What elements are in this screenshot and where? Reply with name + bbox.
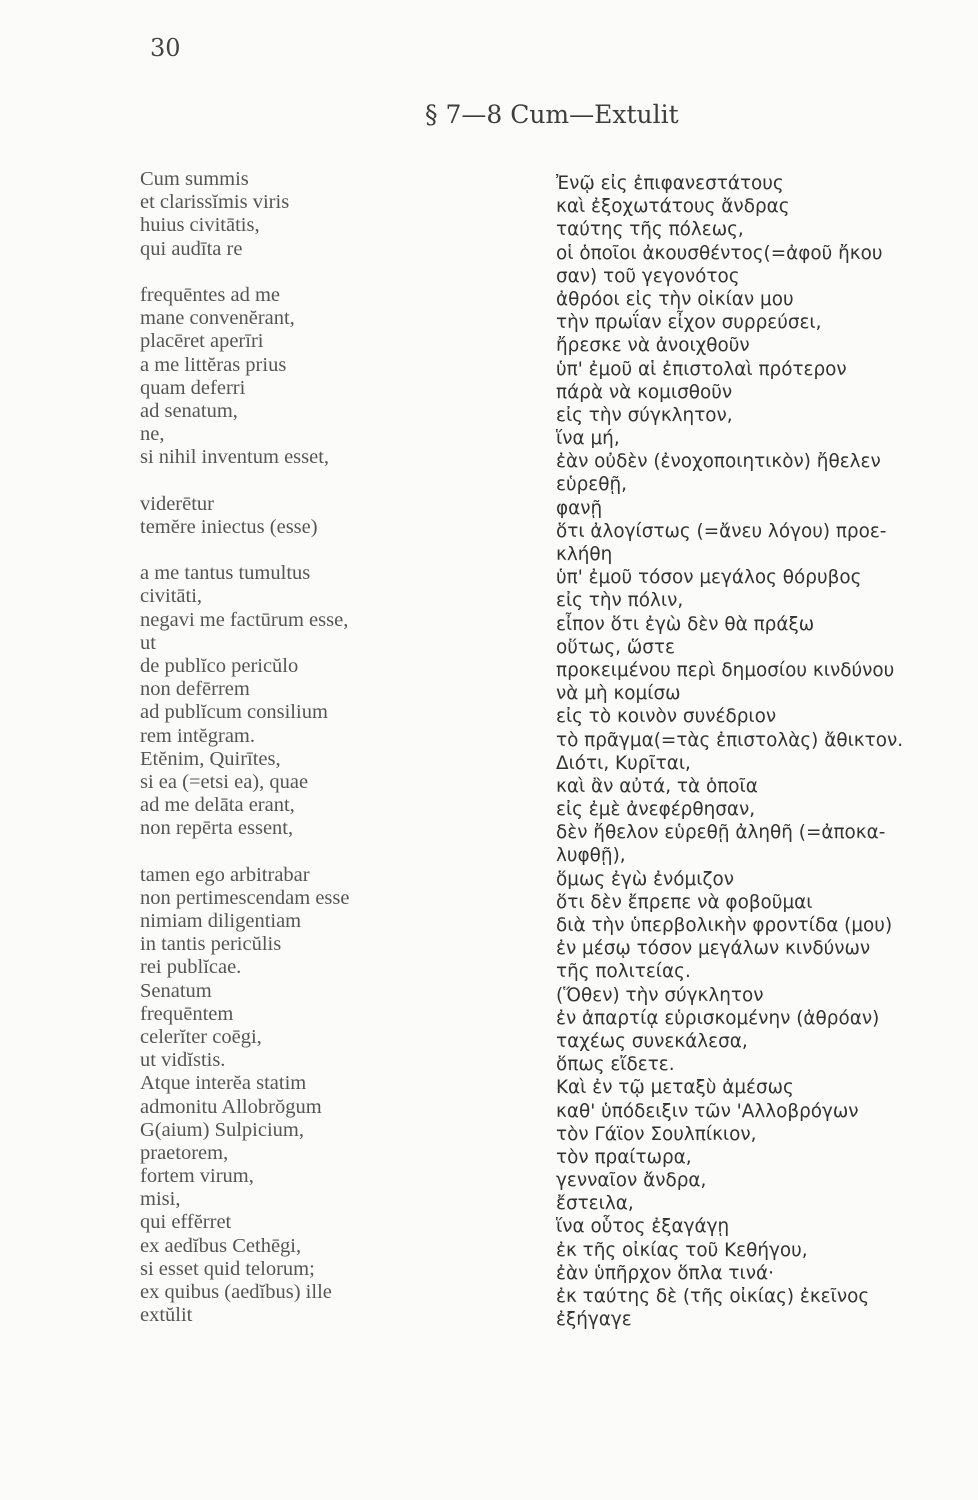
page-number: 30 [150, 34, 181, 62]
greek-line: ἐν μέσῳ τόσον μεγάλων κινδύνων [556, 938, 871, 960]
greek-line: οἱ ὁποῖοι ἀκουσθέντος(=ἀφοῦ ἤκου [556, 242, 883, 264]
latin-line: si esset quid telorum; [140, 1257, 315, 1280]
greek-line: εἰς τὴν σύγκλητον, [556, 404, 733, 426]
stanza-gap [140, 469, 450, 492]
greek-line: ταχέως συνεκάλεσα, [556, 1030, 748, 1052]
greek-line: εἰς τὸ κοινὸν συνέδριον [556, 706, 777, 728]
stanza-gap [140, 840, 450, 863]
latin-line: ad me delāta erant, [140, 794, 295, 817]
latin-line: non pertimescendam esse [140, 886, 350, 909]
latin-line: Senatum [140, 979, 212, 1002]
latin-line: misi, [140, 1188, 181, 1211]
greek-line: κλήθη [556, 544, 613, 565]
latin-line: in tantis pericŭlis [140, 933, 282, 956]
latin-line: huius civitātis, [140, 214, 260, 237]
latin-line: de publĭco pericŭlo [140, 654, 299, 677]
latin-line: extŭlit [140, 1304, 193, 1327]
greek-line: τὸν πραίτωρα, [556, 1146, 692, 1168]
greek-line: εἰς ἐμὲ ἀνεφέρθησαν, [556, 799, 756, 821]
greek-line: φανῇ [556, 497, 603, 519]
latin-line: a me tantus tumultus [140, 562, 311, 585]
greek-line: τὸν Γάϊον Σουλπίκιον, [556, 1123, 757, 1145]
greek-line: ἐὰν οὐδὲν (ἐνοχοποιητικὸν) ἤθελεν [556, 451, 881, 473]
latin-line: mane convenĕrant, [140, 307, 295, 330]
greek-line: ἐκ τῆς οἰκίας τοῦ Κεθήγου, [556, 1239, 808, 1261]
latin-line: ut [140, 631, 156, 654]
latin-line: ne, [140, 423, 165, 446]
greek-line: οὕτως, ὥστε [556, 636, 675, 658]
latin-line: negavi me factūrum esse, [140, 608, 349, 631]
latin-line: non repērta essent, [140, 817, 294, 840]
latin-line: temĕre iniectus (esse) [140, 515, 318, 538]
greek-line: καθ' ὑπόδειξιν τῶν 'Αλλοβρόγων [556, 1100, 859, 1122]
latin-line: qui audīta re [140, 237, 243, 260]
latin-line: ut vidĭstis. [140, 1049, 226, 1072]
greek-line: εἰς τὴν πόλιν, [556, 590, 684, 612]
greek-line: ἵνα μή, [556, 428, 620, 450]
latin-line: admonitu Allobrŏgum [140, 1095, 322, 1118]
greek-line: ἔστειλα, [556, 1193, 634, 1215]
greek-line: Διότι, Κυρῖται, [556, 752, 691, 774]
latin-line: Atque interĕa statim [140, 1072, 307, 1095]
greek-line: διὰ τὴν ὑπερβολικὴν φροντίδα (μου) [556, 915, 893, 936]
greek-line: γενναῖον ἄνδρα, [556, 1170, 707, 1192]
latin-line: quam deferri [140, 376, 246, 399]
greek-line: Ἐνῷ εἰς ἐπιφανεστάτους [556, 173, 784, 194]
greek-line: ὅτι δὲν ἔπρεπε νὰ φοβοῦμαι [556, 891, 813, 913]
greek-line: τῆς πολιτείας. [556, 961, 691, 983]
latin-line: si ea (=etsi ea), quae [140, 770, 309, 793]
latin-line: rem intĕgram. [140, 724, 255, 747]
latin-line: celerĭter coēgi, [140, 1025, 262, 1048]
greek-line: ὅπως εἴδετε. [556, 1054, 675, 1076]
greek-line: λυφθῇ), [556, 845, 626, 867]
stanza-gap [140, 261, 450, 284]
section-heading: § 7—8 Cum—Extulit [425, 100, 679, 129]
greek-line: ἐξήγαγε [556, 1309, 632, 1331]
greek-line: δὲν ἤθελον εὑρεθῇ ἀληθῆ (=ἀποκα- [556, 822, 886, 844]
greek-line: προκειμένου περὶ δημοσίου κινδύνου [556, 659, 895, 681]
latin-line: ad senatum, [140, 399, 238, 422]
stanza-gap [140, 539, 450, 562]
latin-line: Cum summis [140, 168, 249, 190]
greek-line: ἐν ἀπαρτίᾳ εὑρισκομένην (ἀθρόαν) [556, 1007, 880, 1029]
latin-line: praetorem, [140, 1141, 229, 1164]
latin-line: a me littĕras prius [140, 353, 287, 376]
greek-line: ἵνα οὗτος ἐξαγάγῃ [556, 1216, 730, 1238]
latin-line: non defērrem [140, 678, 250, 701]
greek-line: ἐκ ταύτης δὲ (τῆς οἰκίας) ἐκεῖνος [556, 1286, 870, 1307]
latin-line: G(aium) Sulpicium, [140, 1118, 304, 1141]
latin-line: ad publĭcum consilium [140, 701, 328, 724]
greek-line: πάρὰ νὰ κομισθοῦν [556, 381, 733, 403]
greek-line: εὑρεθῇ, [556, 474, 627, 496]
latin-line: fortem virum, [140, 1165, 254, 1188]
latin-line: tamen ego arbitrabar [140, 863, 310, 886]
greek-line: (Ὅθεν) τὴν σύγκλητον [556, 984, 764, 1006]
greek-line: ἀθρόοι εἰς τὴν οἰκίαν μου [556, 288, 794, 310]
greek-line: ἤρεσκε νὰ ἀνοιχθοῦν [556, 335, 750, 357]
latin-line: et clarissĭmis viris [140, 191, 290, 214]
latin-line: frequēntem [140, 1002, 234, 1025]
greek-line: ἐὰν ὑπῆρχον ὅπλα τινά· [556, 1262, 774, 1284]
greek-translation-column [556, 172, 978, 1331]
latin-line: Etĕnim, Quirītes, [140, 747, 281, 770]
greek-line: τὸ πρᾶγμα(=τὰς ἐπιστολὰς) ἄθικτον. [556, 729, 904, 751]
greek-line: ὑπ' ἐμοῦ αἱ ἐπιστολαὶ πρότερον [556, 358, 847, 380]
latin-line: nimiam diligentiam [140, 910, 302, 932]
greek-line: καὶ ἂν αὐτά, τὰ ὁποῖα [556, 775, 758, 797]
latin-line: placēret aperīri [140, 330, 264, 353]
latin-line: si nihil inventum esset, [140, 446, 330, 469]
greek-line: τὴν πρωΐαν εἶχον συρρεύσει, [556, 312, 822, 334]
latin-line: qui effĕrret [140, 1211, 232, 1234]
greek-line: καὶ ἐξοχωτάτους ἄνδρας [556, 196, 790, 218]
latin-line: ex quibus (aedĭbus) ille [140, 1281, 332, 1303]
latin-line: viderētur [140, 492, 214, 515]
greek-line: ὅτι ἀλογίστως (=ἄνευ λόγου) προε- [556, 520, 887, 542]
greek-line: σαν) τοῦ γεγονότος [556, 265, 740, 287]
greek-line: εἶπον ὅτι ἐγὼ δὲν θὰ πράξω [556, 613, 815, 635]
latin-text-column [140, 168, 450, 1327]
latin-line: frequēntes ad me [140, 283, 281, 306]
greek-line: Καὶ ἐν τῷ μεταξὺ ἀμέσως [556, 1077, 794, 1099]
latin-line: ex aedĭbus Cethēgi, [140, 1234, 302, 1257]
greek-line: ὅμως ἐγὼ ἐνόμιζον [556, 868, 734, 890]
latin-line: civitāti, [140, 585, 203, 608]
greek-line: ταύτης τῆς πόλεως, [556, 219, 744, 241]
greek-line: ὑπ' ἐμοῦ τόσον μεγάλος θόρυβος [556, 567, 862, 589]
latin-line: rei publĭcae. [140, 956, 242, 979]
greek-line: νὰ μὴ κομίσω [556, 683, 681, 705]
